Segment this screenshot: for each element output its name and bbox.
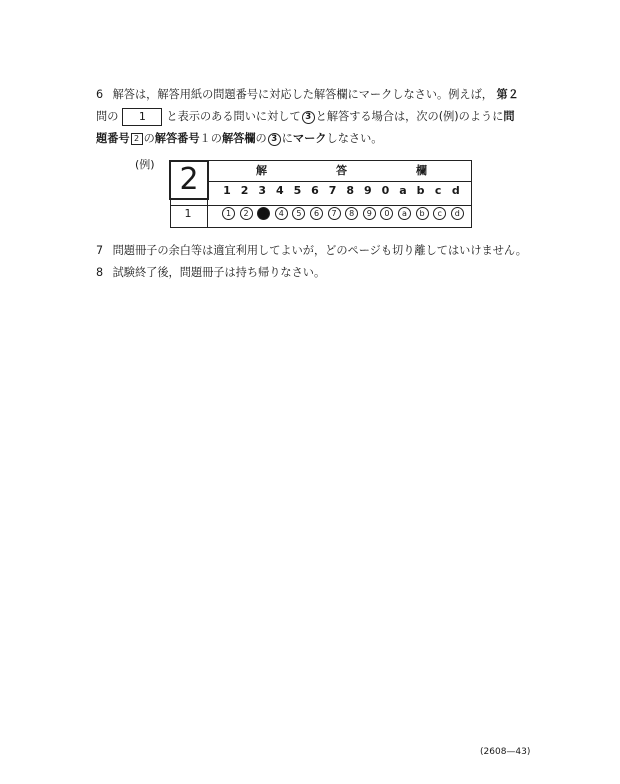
instruction-text: 解答は，解答用紙の問題番号に対応した解答欄にマークしなさい。例えば，	[112, 88, 493, 101]
instruction-text: と表示のある問いに対して	[166, 110, 301, 123]
page-code: (2608—43)	[480, 747, 531, 757]
instruction-text: と解答する場合は，次の(例)のように	[315, 110, 504, 123]
instruction-6	[96, 84, 536, 106]
instruction-6-line3	[96, 128, 536, 150]
choice-label: 5	[293, 184, 302, 197]
item-number: 8	[96, 266, 104, 279]
answer-bubble[interactable]: 3	[257, 207, 270, 220]
instruction-bold: 解答欄	[221, 132, 256, 145]
choice-label: 3	[258, 184, 267, 197]
grid-divider	[207, 181, 471, 182]
example-label: (例)	[135, 158, 155, 171]
choice-label: 0	[381, 184, 390, 197]
instruction-text: の	[143, 132, 155, 145]
grid-header-char: 答	[336, 164, 347, 177]
item-number: 7	[96, 244, 104, 257]
answer-bubble[interactable]: 7	[328, 207, 341, 220]
grid-header-char: 解	[256, 164, 267, 177]
question-number-large: 2	[169, 160, 209, 200]
choice-label: 9	[363, 184, 372, 197]
answer-bubble[interactable]: a	[398, 207, 411, 220]
instruction-7	[96, 240, 536, 262]
circled-number: 3	[302, 111, 315, 124]
choice-label: 2	[240, 184, 249, 197]
answer-bubble[interactable]: 0	[380, 207, 393, 220]
choice-label: 6	[311, 184, 319, 197]
instruction-bold: 題番号	[96, 132, 130, 145]
instruction-bold: 第２	[496, 88, 519, 101]
choice-label: a	[399, 184, 407, 197]
instruction-text: 試験終了後，問題冊子は持ち帰りなさい。	[112, 266, 326, 279]
instruction-text: １の	[199, 132, 222, 145]
answer-bubble[interactable]: c	[433, 207, 446, 220]
item-number: 6	[96, 88, 104, 101]
answer-bubble[interactable]: d	[451, 207, 464, 220]
grid-divider	[171, 205, 471, 206]
answer-bubble[interactable]: b	[416, 207, 429, 220]
instruction-text: の	[255, 132, 267, 145]
instruction-bold: 解答番号	[154, 132, 200, 145]
choice-label: c	[434, 184, 442, 197]
question-number-box: 1	[122, 108, 162, 126]
instruction-6-line2	[96, 106, 536, 128]
instruction-text: しなさい。	[326, 132, 383, 145]
answer-row-number: 1	[184, 207, 192, 220]
instruction-text: に	[281, 132, 293, 145]
circled-number: 3	[268, 133, 281, 146]
instruction-text: 問題冊子の余白等は適宜利用してよいが，どのページも切り離してはいけません。	[112, 244, 527, 257]
answer-bubble[interactable]: 8	[345, 207, 358, 220]
choice-label: 7	[328, 184, 337, 197]
choice-label: d	[451, 184, 460, 197]
instruction-bold: 問	[503, 110, 515, 123]
grid-header-char: 欄	[416, 164, 427, 177]
instruction-8	[96, 262, 536, 284]
answer-bubble[interactable]: 4	[275, 207, 288, 220]
choice-label: b	[416, 184, 425, 197]
answer-bubble[interactable]: 2	[240, 207, 253, 220]
answer-bubble[interactable]: 1	[222, 207, 235, 220]
boxed-number: 2	[131, 133, 143, 145]
instruction-text: 問の	[96, 110, 119, 123]
answer-bubble[interactable]: 9	[363, 207, 376, 220]
answer-bubble[interactable]: 5	[292, 207, 305, 220]
instruction-bold: マーク	[292, 132, 327, 145]
answer-bubble[interactable]: 6	[310, 207, 323, 220]
choice-label: 8	[346, 184, 355, 197]
choice-label: 1	[223, 184, 231, 197]
choice-label: 4	[275, 184, 284, 197]
